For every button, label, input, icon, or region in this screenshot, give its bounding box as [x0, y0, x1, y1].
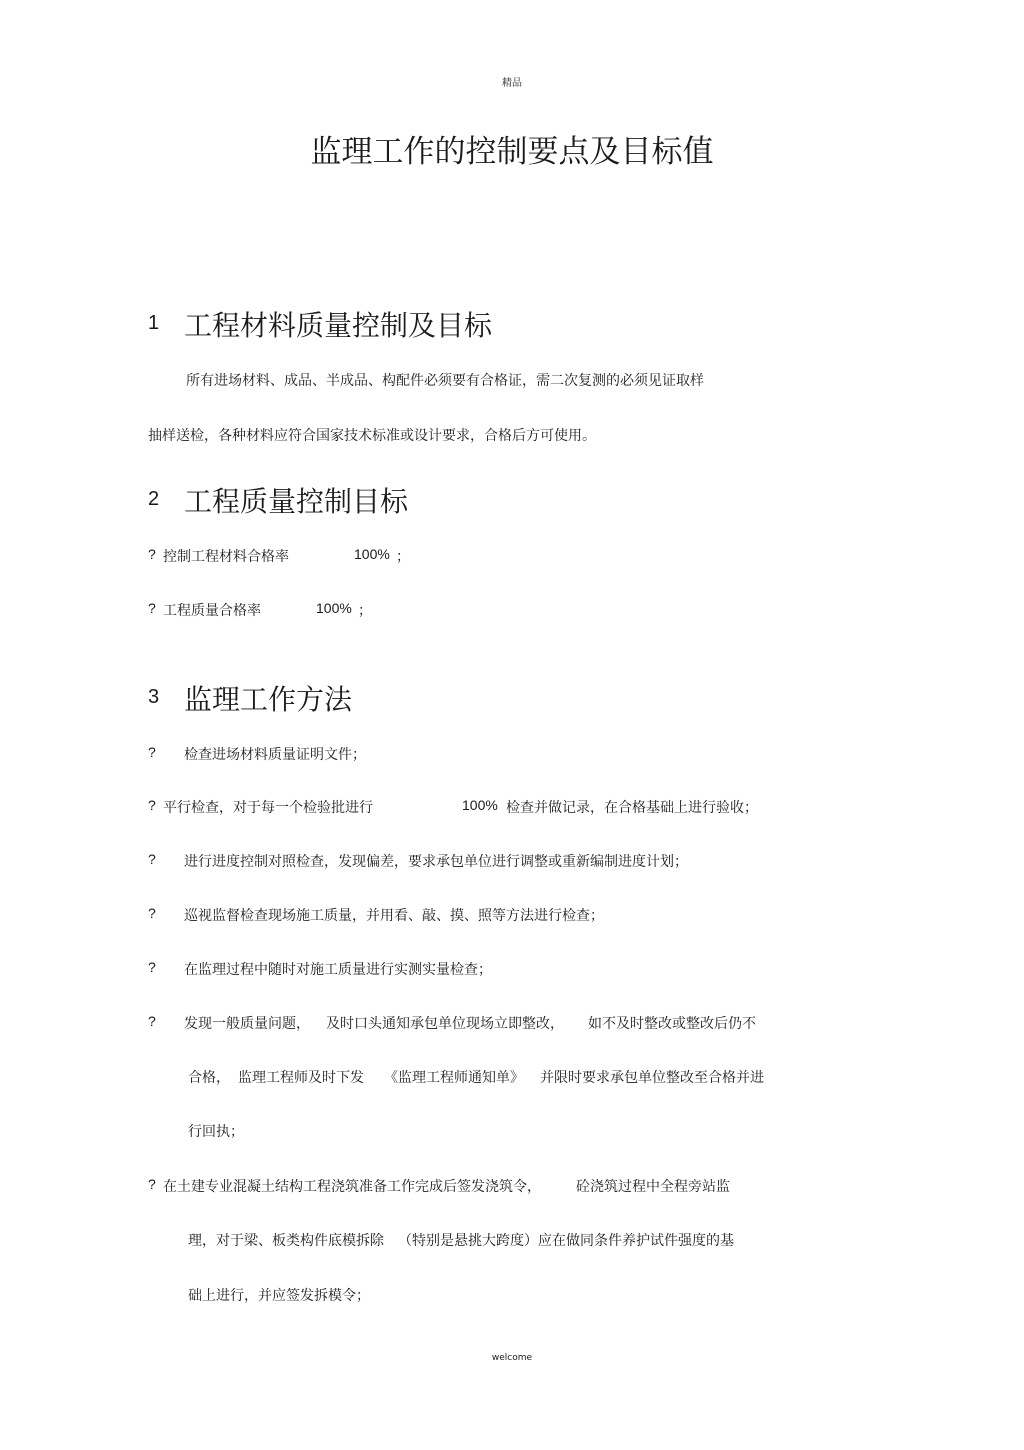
method-item-6-part-8: 行回执；	[188, 1124, 244, 1140]
list-bullet: ?	[148, 851, 156, 867]
method-item-6-part-4: 合格，	[188, 1070, 230, 1086]
target-value-quality: 100%	[316, 600, 352, 616]
section-2-title: 工程质量控制目标	[184, 485, 409, 518]
section-2-number: 2	[148, 488, 160, 510]
method-item-2-percent: 100%	[462, 797, 498, 813]
section-1-number: 1	[148, 312, 160, 334]
page-title: 监理工作的控制要点及目标值	[310, 134, 714, 170]
section-3-title: 监理工作方法	[184, 683, 353, 716]
method-item-3: 进行进度控制对照检查，发现偏差，要求承包单位进行调整或重新编制进度计划；	[184, 854, 688, 870]
section-1-title: 工程材料质量控制及目标	[184, 309, 493, 342]
target-value-material: 100%	[354, 546, 390, 562]
target-label-quality: 工程质量合格率	[163, 603, 261, 619]
method-item-7-part-5: 础上进行，并应签发拆模令；	[188, 1288, 370, 1304]
method-item-7-part-4: （特别是悬挑大跨度）应在做同条件养护试件强度的基	[398, 1233, 734, 1249]
method-item-5: 在监理过程中随时对施工质量进行实测实量检查；	[184, 962, 492, 978]
method-item-7-part-2: 砼浇筑过程中全程旁站监	[576, 1179, 730, 1195]
section-3-number: 3	[148, 686, 160, 708]
method-item-2-part-1: 平行检查，对于每一个检验批进行	[163, 800, 373, 816]
list-bullet: ?	[148, 959, 156, 975]
list-bullet: ?	[148, 546, 156, 562]
target-tail: ；	[396, 549, 410, 565]
list-bullet: ?	[148, 1176, 156, 1192]
method-item-6-part-2: 及时口头通知承包单位现场立即整改，	[326, 1016, 564, 1032]
method-item-7-part-3: 理，对于梁、板类构件底模拆除	[188, 1233, 384, 1249]
method-item-6-part-5: 监理工程师及时下发	[238, 1070, 364, 1086]
list-bullet: ?	[148, 744, 156, 760]
list-bullet: ?	[148, 797, 156, 813]
method-item-4: 巡视监督检查现场施工质量，并用看、敲、摸、照等方法进行检查；	[184, 908, 604, 924]
method-item-1: 检查进场材料质量证明文件；	[184, 747, 366, 763]
list-bullet: ?	[148, 1013, 156, 1029]
page-header: 精品	[502, 78, 522, 89]
method-item-6-part-1: 发现一般质量问题，	[184, 1016, 310, 1032]
method-item-7-part-1: 在土建专业混凝土结构工程浇筑准备工作完成后签发浇筑令，	[163, 1179, 541, 1195]
target-tail: ；	[358, 603, 372, 619]
target-label-material: 控制工程材料合格率	[163, 549, 289, 565]
section-1-paragraph-line-1: 所有进场材料、成品、半成品、构配件必须要有合格证，需二次复测的必须见证取样	[186, 373, 704, 389]
method-item-2-part-2: 检查并做记录，在合格基础上进行验收；	[506, 800, 758, 816]
section-1-paragraph-line-2: 抽样送检，各种材料应符合国家技术标准或设计要求，合格后方可使用。	[148, 428, 596, 444]
method-item-6-part-6: 《监理工程师通知单》	[384, 1070, 524, 1086]
list-bullet: ?	[148, 600, 156, 616]
method-item-6-part-7: 并限时要求承包单位整改至合格并进	[540, 1070, 764, 1086]
list-bullet: ?	[148, 905, 156, 921]
method-item-6-part-3: 如不及时整改或整改后仍不	[588, 1016, 756, 1032]
page-footer: welcome	[491, 1353, 533, 1363]
